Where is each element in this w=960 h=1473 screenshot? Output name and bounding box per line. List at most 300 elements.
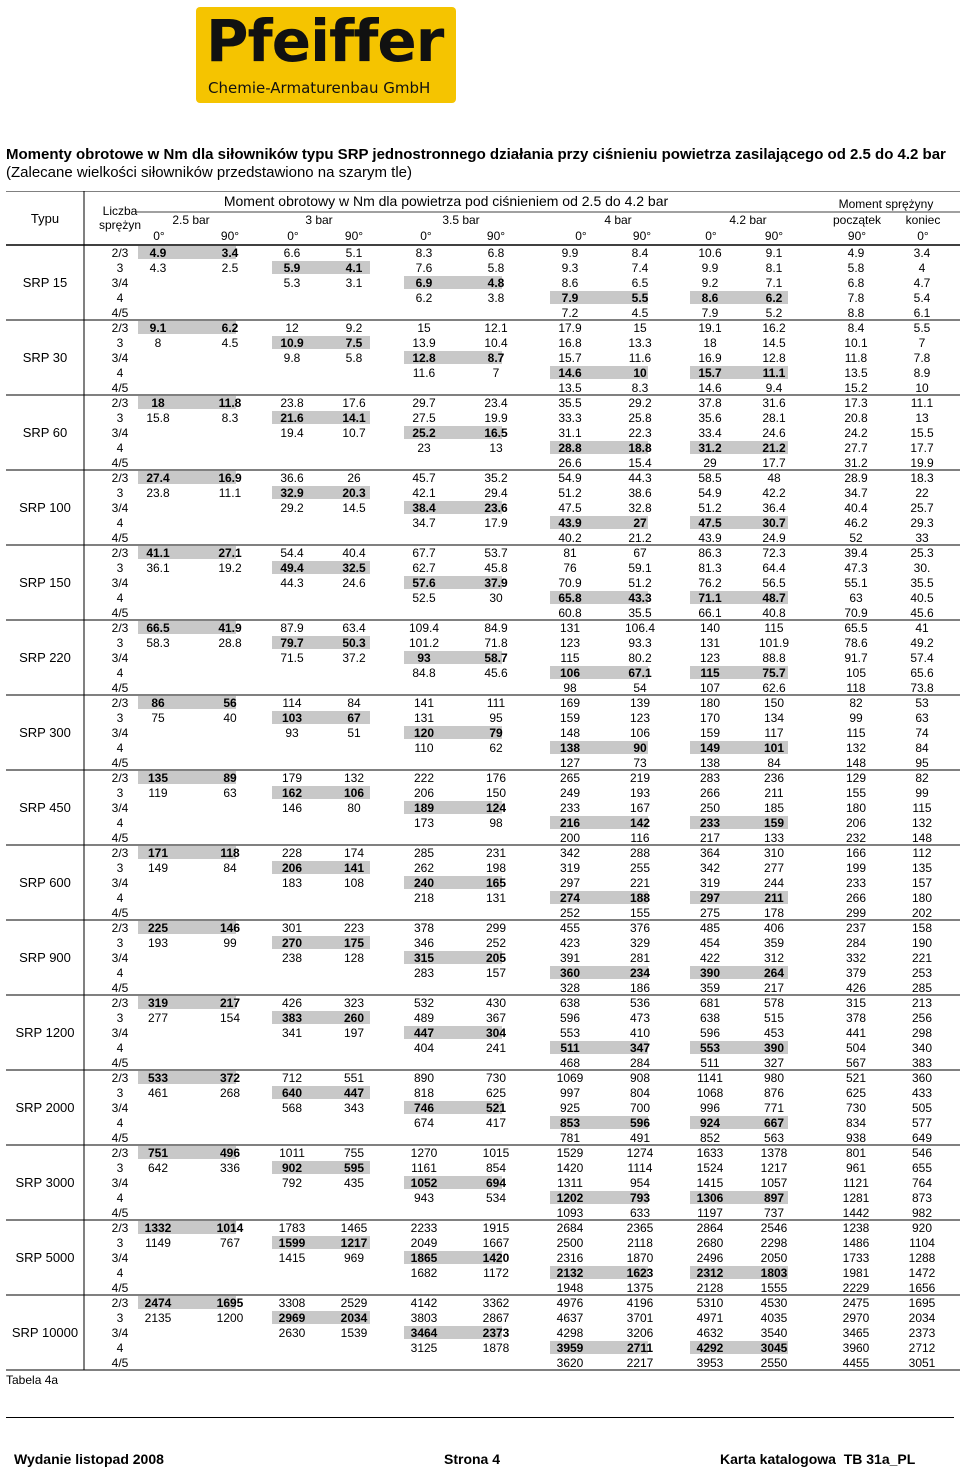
torque-value: 4.8 bbox=[487, 276, 505, 290]
torque-value: 141 bbox=[343, 861, 365, 875]
torque-value: 81 bbox=[563, 546, 577, 560]
torque-value: 5.5 bbox=[631, 291, 649, 305]
torque-value: 26.6 bbox=[558, 456, 582, 470]
torque-value: 198 bbox=[485, 861, 507, 875]
torque-value: 103 bbox=[281, 711, 303, 725]
header-moment: Moment obrotowy w Nm dla powietrza pod ciśnieniem od 2.5 do 4.2 bar bbox=[223, 193, 669, 209]
torque-value: 211 bbox=[764, 786, 784, 800]
torque-value: 88.8 bbox=[762, 651, 786, 665]
torque-value: 8.4 bbox=[847, 321, 865, 335]
torque-value: 5.1 bbox=[345, 246, 363, 260]
torque-value: 329 bbox=[629, 936, 651, 950]
footer-page: Strona 4 bbox=[444, 1451, 501, 1467]
torque-value: 27.5 bbox=[412, 411, 436, 425]
torque-value: 342 bbox=[559, 846, 581, 860]
torque-value: 179 bbox=[281, 771, 303, 785]
torque-value: 426 bbox=[281, 996, 303, 1010]
torque-value: 3464 bbox=[410, 1326, 438, 1340]
spring-count: 4 bbox=[116, 366, 124, 380]
torque-value: 29.2 bbox=[628, 396, 652, 410]
torque-value: 299 bbox=[485, 921, 507, 935]
torque-value: 315 bbox=[845, 996, 867, 1010]
torque-value: 341 bbox=[281, 1026, 303, 1040]
torque-value: 1121 bbox=[843, 1176, 869, 1190]
torque-value: 38.4 bbox=[412, 501, 436, 515]
torque-value: 4637 bbox=[556, 1311, 584, 1325]
torque-value: 8.6 bbox=[561, 276, 579, 290]
torque-value: 123 bbox=[559, 636, 581, 650]
torque-value: 5.2 bbox=[765, 306, 783, 320]
torque-value: 176 bbox=[485, 771, 507, 785]
spring-count: 2/3 bbox=[111, 846, 129, 860]
torque-value: 908 bbox=[629, 1071, 651, 1085]
torque-value: 2630 bbox=[278, 1326, 306, 1340]
torque-value: 124 bbox=[485, 801, 507, 815]
torque-value: 655 bbox=[911, 1161, 933, 1175]
torque-value: 28.9 bbox=[844, 471, 868, 485]
torque-value: 25.8 bbox=[628, 411, 652, 425]
torque-value: 206 bbox=[413, 786, 435, 800]
spring-count: 4/5 bbox=[111, 756, 129, 770]
torque-value: 131 bbox=[559, 621, 581, 635]
spring-count: 3 bbox=[116, 561, 124, 575]
torque-value: 5.8 bbox=[345, 351, 363, 365]
torque-value: 3465 bbox=[842, 1326, 870, 1340]
torque-value: 406 bbox=[763, 921, 785, 935]
torque-value: 10 bbox=[633, 366, 647, 380]
spring-count: 3 bbox=[116, 936, 124, 950]
torque-value: 89 bbox=[223, 771, 237, 785]
title-bold: Momenty obrotowe w Nm dla siłowników typu SRP jednostronnego działania przy ciśnieniu powietrza zasilającego od 2.5 do 4.2 bar bbox=[6, 146, 946, 163]
torque-value: 159 bbox=[559, 711, 581, 725]
torque-value: 455 bbox=[559, 921, 581, 935]
torque-value: 31.1 bbox=[558, 426, 582, 440]
torque-value: 2316 bbox=[556, 1251, 584, 1265]
torque-value: 1378 bbox=[760, 1146, 788, 1160]
torque-value: 596 bbox=[559, 1011, 581, 1025]
torque-value: 1682 bbox=[410, 1266, 438, 1280]
torque-value: 42.1 bbox=[412, 486, 436, 500]
torque-value: 378 bbox=[413, 921, 435, 935]
torque-value: 205 bbox=[485, 951, 507, 965]
type-label: SRP 10000 bbox=[11, 1325, 79, 1340]
torque-value: 954 bbox=[629, 1176, 651, 1190]
torque-value: 86.3 bbox=[698, 546, 722, 560]
torque-value: 14.1 bbox=[342, 411, 366, 425]
torque-value: 84 bbox=[223, 861, 237, 875]
torque-value: 265 bbox=[559, 771, 581, 785]
torque-value: 67 bbox=[347, 711, 361, 725]
spring-count: 3 bbox=[116, 336, 124, 350]
torque-value: 2711 bbox=[626, 1341, 654, 1355]
torque-value: 751 bbox=[147, 1146, 169, 1160]
torque-value: 65.8 bbox=[558, 591, 582, 605]
torque-value: 853 bbox=[559, 1116, 581, 1130]
torque-value: 422 bbox=[699, 951, 721, 965]
torque-value: 404 bbox=[413, 1041, 435, 1055]
torque-value: 7.8 bbox=[847, 291, 865, 305]
torque-value: 51.2 bbox=[628, 576, 652, 590]
torque-value: 3051 bbox=[908, 1356, 936, 1370]
torque-value: 1270 bbox=[410, 1146, 438, 1160]
type-label: SRP 30 bbox=[22, 350, 68, 365]
torque-value: 6.9 bbox=[415, 276, 433, 290]
torque-value: 115 bbox=[912, 801, 932, 815]
torque-value: 66.1 bbox=[698, 606, 722, 620]
torque-value: 2867 bbox=[482, 1311, 510, 1325]
torque-value: 9.9 bbox=[561, 246, 579, 260]
torque-value: 105 bbox=[845, 666, 867, 680]
torque-value: 95 bbox=[915, 756, 929, 770]
torque-value: 35.6 bbox=[698, 411, 722, 425]
torque-value: 79 bbox=[489, 726, 503, 740]
torque-value: 48.7 bbox=[762, 591, 786, 605]
torque-value: 54 bbox=[633, 681, 647, 695]
type-label: SRP 60 bbox=[22, 425, 68, 440]
torque-value: 2500 bbox=[556, 1236, 584, 1250]
torque-value: 173 bbox=[413, 816, 435, 830]
torque-value: 148 bbox=[845, 756, 867, 770]
torque-value: 1052 bbox=[410, 1176, 438, 1190]
torque-value: 6.8 bbox=[847, 276, 865, 290]
torque-value: 17.7 bbox=[762, 456, 786, 470]
torque-value: 2365 bbox=[626, 1221, 654, 1235]
type-label: SRP 150 bbox=[19, 575, 71, 590]
torque-value: 1915 bbox=[482, 1221, 510, 1235]
torque-value: 3125 bbox=[410, 1341, 438, 1355]
torque-value: 730 bbox=[485, 1071, 507, 1085]
torque-value: 44.3 bbox=[628, 471, 652, 485]
torque-value: 275 bbox=[699, 906, 721, 920]
torque-value: 112 bbox=[912, 846, 932, 860]
torque-value: 4.7 bbox=[913, 276, 931, 290]
torque-value: 496 bbox=[219, 1146, 241, 1160]
header-springs-1: Liczba bbox=[102, 204, 138, 218]
torque-value: 1623 bbox=[626, 1266, 654, 1280]
torque-value: 162 bbox=[281, 786, 303, 800]
header-spring-moment: Moment sprężyny bbox=[838, 197, 934, 211]
torque-value: 755 bbox=[343, 1146, 365, 1160]
torque-value: 148 bbox=[559, 726, 581, 740]
page-footer bbox=[0, 1417, 960, 1473]
torque-value: 14.6 bbox=[698, 381, 722, 395]
torque-value: 84 bbox=[767, 756, 781, 770]
torque-value: 36.6 bbox=[280, 471, 304, 485]
torque-value: 1870 bbox=[626, 1251, 654, 1265]
torque-value: 7.6 bbox=[415, 261, 433, 275]
torque-value: 2546 bbox=[760, 1221, 788, 1235]
torque-value: 217 bbox=[763, 981, 785, 995]
torque-value: 17.9 bbox=[484, 516, 508, 530]
torque-value: 12.8 bbox=[762, 351, 786, 365]
torque-value: 183 bbox=[281, 876, 303, 890]
spring-count: 4 bbox=[116, 741, 124, 755]
torque-value: 1093 bbox=[556, 1206, 584, 1220]
torque-value: 982 bbox=[911, 1206, 933, 1220]
torque-value: 4 bbox=[918, 261, 926, 275]
torque-value: 2135 bbox=[144, 1311, 172, 1325]
torque-value: 902 bbox=[281, 1161, 303, 1175]
torque-value: 57.6 bbox=[412, 576, 436, 590]
torque-value: 45.6 bbox=[910, 606, 934, 620]
header-angle: 0° bbox=[575, 229, 587, 243]
torque-value: 342 bbox=[699, 861, 721, 875]
table-caption: Tabela 4a bbox=[6, 1373, 59, 1387]
torque-value: 27.4 bbox=[146, 471, 170, 485]
torque-value: 128 bbox=[343, 951, 365, 965]
torque-value: 1633 bbox=[696, 1146, 724, 1160]
torque-value: 15.7 bbox=[698, 366, 722, 380]
torque-value: 180 bbox=[911, 891, 933, 905]
torque-value: 18 bbox=[703, 336, 717, 350]
torque-value: 4971 bbox=[696, 1311, 724, 1325]
torque-value: 2128 bbox=[696, 1281, 724, 1295]
torque-value: 250 bbox=[699, 801, 721, 815]
torque-value: 383 bbox=[911, 1056, 933, 1070]
torque-value: 1068 bbox=[696, 1086, 724, 1100]
torque-value: 65.6 bbox=[910, 666, 934, 680]
torque-value: 737 bbox=[763, 1206, 785, 1220]
spring-count: 4/5 bbox=[111, 1206, 129, 1220]
spring-count: 2/3 bbox=[111, 471, 129, 485]
torque-value: 2550 bbox=[760, 1356, 788, 1370]
torque-value: 1415 bbox=[278, 1251, 306, 1265]
torque-value: 228 bbox=[281, 846, 303, 860]
torque-value: 567 bbox=[845, 1056, 867, 1070]
torque-value: 625 bbox=[485, 1086, 507, 1100]
torque-value: 43.9 bbox=[558, 516, 582, 530]
torque-value: 4976 bbox=[556, 1296, 584, 1310]
torque-value: 283 bbox=[699, 771, 721, 785]
spring-count: 3/4 bbox=[111, 576, 129, 590]
torque-value: 82 bbox=[849, 696, 863, 710]
torque-value: 6.1 bbox=[913, 306, 931, 320]
torque-value: 11.8 bbox=[844, 351, 868, 365]
spring-count: 4 bbox=[116, 816, 124, 830]
spring-count: 3/4 bbox=[111, 1176, 129, 1190]
torque-value: 852 bbox=[699, 1131, 721, 1145]
torque-value: 48 bbox=[767, 471, 781, 485]
torque-value: 332 bbox=[845, 951, 867, 965]
torque-value: 1539 bbox=[340, 1326, 368, 1340]
torque-value: 360 bbox=[559, 966, 581, 980]
torque-value: 93 bbox=[417, 651, 431, 665]
torque-value: 233 bbox=[699, 816, 721, 830]
torque-value: 10.6 bbox=[698, 246, 722, 260]
torque-value: 1281 bbox=[842, 1191, 870, 1205]
torque-value: 15.7 bbox=[558, 351, 582, 365]
spring-count: 2/3 bbox=[111, 246, 129, 260]
torque-value: 347 bbox=[629, 1041, 651, 1055]
torque-value: 47.5 bbox=[698, 516, 722, 530]
torque-value: 346 bbox=[413, 936, 435, 950]
spring-count: 3/4 bbox=[111, 651, 129, 665]
torque-value: 76 bbox=[563, 561, 577, 575]
torque-value: 38.6 bbox=[628, 486, 652, 500]
torque-value: 56 bbox=[223, 696, 237, 710]
torque-value: 149 bbox=[699, 741, 721, 755]
torque-value: 135 bbox=[911, 861, 933, 875]
torque-value: 24.9 bbox=[762, 531, 786, 545]
torque-value: 138 bbox=[559, 741, 581, 755]
torque-value: 180 bbox=[699, 696, 721, 710]
spring-count: 3 bbox=[116, 1236, 124, 1250]
torque-value: 54.9 bbox=[698, 486, 722, 500]
spring-count: 4/5 bbox=[111, 981, 129, 995]
torque-value: 1274 bbox=[626, 1146, 654, 1160]
spring-count: 4/5 bbox=[111, 906, 129, 920]
torque-value: 4.3 bbox=[149, 261, 167, 275]
torque-value: 364 bbox=[699, 846, 721, 860]
torque-value: 127 bbox=[559, 756, 581, 770]
torque-value: 206 bbox=[281, 861, 303, 875]
torque-value: 33.4 bbox=[698, 426, 722, 440]
torque-value: 174 bbox=[343, 846, 365, 860]
torque-value: 2680 bbox=[696, 1236, 724, 1250]
logo-subtitle: Chemie-Armaturenbau GmbH bbox=[208, 79, 431, 97]
torque-value: 873 bbox=[911, 1191, 933, 1205]
torque-value: 42.2 bbox=[762, 486, 786, 500]
torque-value: 165 bbox=[485, 876, 507, 890]
torque-value: 63.4 bbox=[342, 621, 366, 635]
torque-value: 159 bbox=[763, 816, 785, 830]
torque-value: 9.3 bbox=[561, 261, 579, 275]
spring-count: 4/5 bbox=[111, 831, 129, 845]
torque-value: 1420 bbox=[556, 1161, 584, 1175]
torque-value: 74 bbox=[915, 726, 929, 740]
spring-count: 4/5 bbox=[111, 1281, 129, 1295]
torque-value: 115 bbox=[846, 726, 866, 740]
torque-value: 8.3 bbox=[415, 246, 433, 260]
torque-value: 58.7 bbox=[484, 651, 508, 665]
torque-value: 200 bbox=[559, 831, 581, 845]
header-type: Typu bbox=[30, 211, 60, 226]
torque-value: 222 bbox=[413, 771, 435, 785]
torque-value: 2970 bbox=[842, 1311, 870, 1325]
torque-value: 32.5 bbox=[342, 561, 366, 575]
torque-value: 9.2 bbox=[345, 321, 363, 335]
spring-count: 4 bbox=[116, 1266, 124, 1280]
torque-value: 390 bbox=[699, 966, 721, 980]
torque-value: 71.8 bbox=[484, 636, 508, 650]
torque-value: 10.1 bbox=[844, 336, 868, 350]
torque-value: 5.5 bbox=[913, 321, 931, 335]
torque-value: 84 bbox=[347, 696, 361, 710]
torque-value: 178 bbox=[763, 906, 785, 920]
torque-value: 146 bbox=[281, 801, 303, 815]
torque-value: 107 bbox=[699, 681, 721, 695]
torque-value: 1238 bbox=[842, 1221, 870, 1235]
torque-value: 132 bbox=[343, 771, 365, 785]
torque-value: 44.3 bbox=[280, 576, 304, 590]
torque-value: 15 bbox=[417, 321, 431, 335]
torque-value: 536 bbox=[629, 996, 651, 1010]
spring-count: 2/3 bbox=[111, 771, 129, 785]
footer-catalog: Karta katalogowa TB 31a_PL bbox=[720, 1451, 916, 1467]
torque-value: 1200 bbox=[216, 1311, 244, 1325]
torque-value: 19.1 bbox=[698, 321, 722, 335]
torque-value: 5.3 bbox=[283, 276, 301, 290]
spring-count: 3/4 bbox=[111, 951, 129, 965]
torque-value: 328 bbox=[559, 981, 581, 995]
torque-value: 876 bbox=[763, 1086, 785, 1100]
torque-value: 256 bbox=[911, 1011, 933, 1025]
torque-value: 2034 bbox=[908, 1311, 936, 1325]
spring-count: 3/4 bbox=[111, 1026, 129, 1040]
torque-value: 28.1 bbox=[762, 411, 786, 425]
type-label: SRP 2000 bbox=[15, 1100, 75, 1115]
torque-value: 23.6 bbox=[484, 501, 508, 515]
torque-value: 199 bbox=[845, 861, 867, 875]
torque-value: 54.9 bbox=[558, 471, 582, 485]
header-angle: 90° bbox=[632, 229, 652, 243]
spring-count: 3/4 bbox=[111, 1101, 129, 1115]
torque-value: 186 bbox=[629, 981, 651, 995]
torque-value: 108 bbox=[343, 876, 365, 890]
spring-count: 3/4 bbox=[111, 351, 129, 365]
torque-value: 468 bbox=[559, 1056, 581, 1070]
torque-value: 2132 bbox=[556, 1266, 584, 1280]
torque-value: 63 bbox=[223, 786, 237, 800]
torque-value: 1217 bbox=[340, 1236, 368, 1250]
torque-value: 1803 bbox=[760, 1266, 788, 1280]
torque-value: 13.5 bbox=[844, 366, 868, 380]
torque-value: 188 bbox=[629, 891, 651, 905]
torque-value: 238 bbox=[281, 951, 303, 965]
torque-value: 491 bbox=[629, 1131, 651, 1145]
spring-count: 3 bbox=[116, 636, 124, 650]
torque-value: 281 bbox=[629, 951, 651, 965]
torque-value: 4.1 bbox=[345, 261, 363, 275]
header-angle: 90° bbox=[847, 229, 867, 243]
torque-value: 11.1 bbox=[762, 366, 786, 380]
torque-value: 1695 bbox=[908, 1296, 936, 1310]
torque-value: 11.1 bbox=[218, 486, 242, 500]
torque-value: 546 bbox=[911, 1146, 933, 1160]
spring-count: 3 bbox=[116, 1161, 124, 1175]
torque-value: 390 bbox=[763, 1041, 785, 1055]
torque-value: 4292 bbox=[696, 1341, 724, 1355]
torque-value: 277 bbox=[147, 1011, 169, 1025]
torque-value: 114 bbox=[282, 696, 302, 710]
torque-value: 5.9 bbox=[283, 261, 301, 275]
torque-value: 489 bbox=[413, 1011, 435, 1025]
torque-value: 430 bbox=[485, 996, 507, 1010]
torque-value: 55.1 bbox=[844, 576, 868, 590]
torque-value: 45.6 bbox=[484, 666, 508, 680]
torque-value: 8.9 bbox=[913, 366, 931, 380]
torque-value: 133 bbox=[763, 831, 785, 845]
torque-value: 101 bbox=[763, 741, 785, 755]
header-pressure: 3.5 bar bbox=[442, 213, 480, 227]
torque-value: 117 bbox=[764, 726, 784, 740]
torque-value: 4632 bbox=[696, 1326, 724, 1340]
torque-value: 70.9 bbox=[844, 606, 868, 620]
torque-value: 284 bbox=[629, 1056, 651, 1070]
torque-value: 221 bbox=[911, 951, 933, 965]
torque-value: 26 bbox=[347, 471, 361, 485]
torque-value: 155 bbox=[845, 786, 867, 800]
torque-value: 95 bbox=[489, 711, 503, 725]
torque-value: 1420 bbox=[482, 1251, 510, 1265]
torque-value: 223 bbox=[343, 921, 365, 935]
torque-value: 43.3 bbox=[628, 591, 652, 605]
torque-value: 8.6 bbox=[701, 291, 719, 305]
torque-value: 563 bbox=[763, 1131, 785, 1145]
type-label: SRP 600 bbox=[19, 875, 71, 890]
spring-count: 2/3 bbox=[111, 621, 129, 635]
torque-value: 2312 bbox=[696, 1266, 724, 1280]
